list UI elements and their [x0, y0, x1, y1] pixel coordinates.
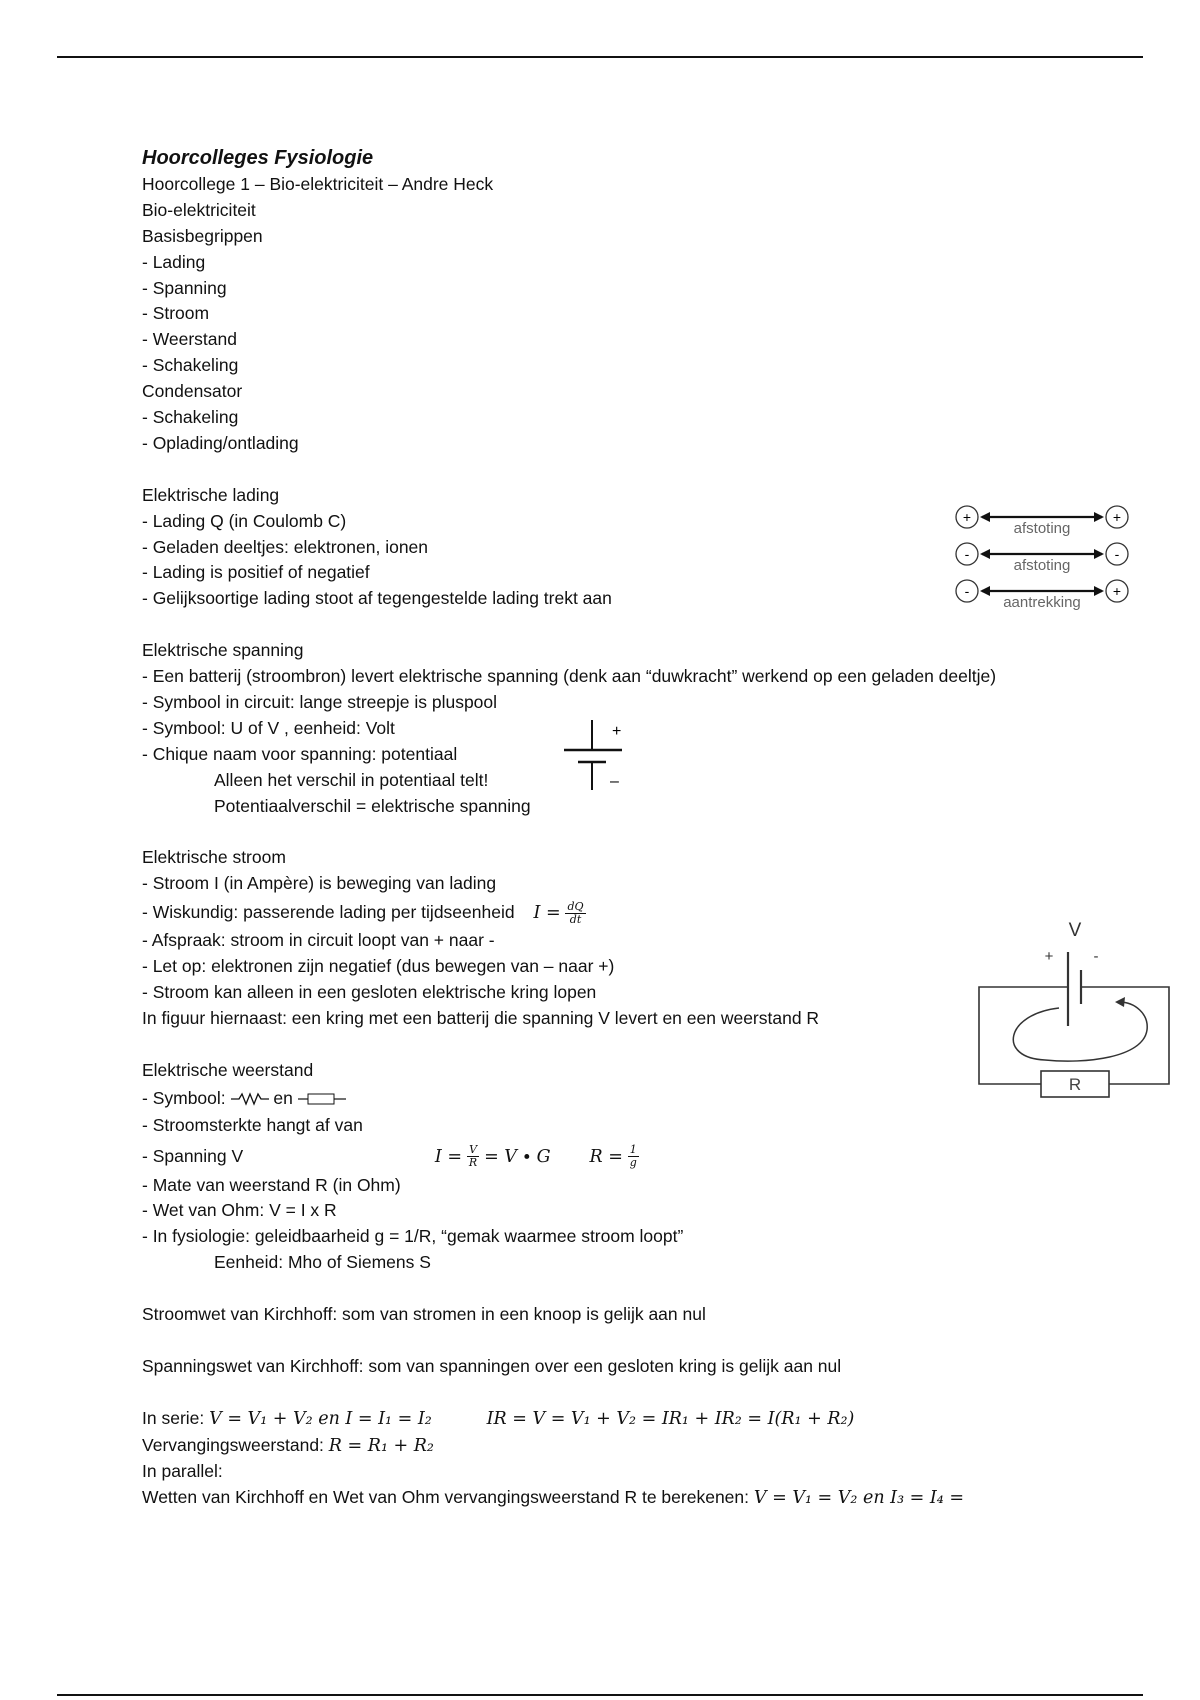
list-item: - Let op: elektronen zijn negatief (dus bewegen van – naar +) — [142, 956, 615, 977]
list-item: In figuur hiernaast: een kring met een batterij die spanning V levert en een weerstand R — [142, 1007, 820, 1028]
charge-row — [956, 506, 1128, 537]
kirchhoff-voltage-law: Spanningswet van Kirchhoff: som van spanningen over een gesloten kring is gelijk aan nul — [142, 1355, 842, 1376]
list-item: - Weerstand — [142, 329, 237, 350]
topic-heading: Bio-elektriciteit — [142, 199, 256, 220]
fraction-numerator: 1 — [628, 1144, 639, 1157]
arrow-right-icon — [1094, 586, 1104, 596]
parallel-label: In parallel: — [142, 1461, 223, 1482]
indented-note: Potentiaalverschil = elektrische spanning — [214, 795, 531, 816]
list-item: - Stroomsterkte hangt af van — [142, 1114, 363, 1135]
list-item: - Gelijksoortige lading stoot af tegengestelde lading trekt aan — [142, 588, 612, 609]
circuit-plus-sign: + — [1044, 948, 1054, 965]
charge-sign: - — [964, 546, 970, 562]
series-formula-derivation: IR = V = V₁ + V₂ = IR₁ + IR₂ = I(R₁ + R₂) — [486, 1408, 855, 1429]
circuit-figure — [975, 918, 1185, 1098]
series-line — [142, 1406, 1062, 1433]
circuit-voltage-label: V — [1068, 920, 1082, 941]
list-item: - Schakeling — [142, 407, 239, 428]
list-item-with-formula — [142, 897, 1062, 928]
list-item: - Symbool: U of V , eenheid: Volt — [142, 717, 395, 738]
charge-interaction-figure — [950, 500, 1140, 612]
footer-rule — [57, 1694, 1143, 1696]
zigzag-resistor-icon — [231, 1092, 269, 1106]
conductance-formula-lhs: R = — [589, 1146, 623, 1167]
replacement-formula: R = R₁ + R₂ — [328, 1435, 434, 1456]
list-item: - Schakeling — [142, 355, 239, 376]
replacement-label: Vervangingsweerstand: — [142, 1434, 324, 1455]
circuit-resistor-label: R — [1068, 1075, 1082, 1094]
arrow-left-icon — [980, 586, 990, 596]
symbol-conjunction: en — [273, 1087, 293, 1108]
arrow-head-icon — [1115, 997, 1125, 1007]
interaction-label: aantrekking — [1003, 594, 1081, 611]
conductance-formula-fraction — [628, 1144, 639, 1169]
arrow-left-icon — [980, 512, 990, 522]
series-label: In serie: — [142, 1407, 205, 1428]
indented-note: Eenheid: Mho of Siemens S — [214, 1252, 431, 1273]
list-item: - Geladen deeltjes: elektronen, ionen — [142, 536, 429, 557]
header-rule — [57, 56, 1143, 58]
fraction-numerator: dQ — [567, 900, 584, 914]
arrow-right-icon — [1094, 512, 1104, 522]
current-heading: Elektrische stroom — [142, 847, 286, 868]
interaction-label: afstoting — [1013, 557, 1071, 574]
document-body — [142, 146, 1062, 1512]
charge-sign: + — [1112, 583, 1122, 599]
fraction-numerator: V — [467, 1144, 479, 1157]
list-item: - Stroom — [142, 303, 210, 324]
charge-sign: - — [964, 583, 970, 599]
battery-plus-sign: + — [612, 723, 622, 740]
kirchhoff-current-law: Stroomwet van Kirchhoff: som van stromen in een knoop is gelijk aan nul — [142, 1304, 706, 1325]
arrow-left-icon — [980, 549, 990, 559]
basics-heading: Basisbegrippen — [142, 225, 263, 246]
current-loop-arrow — [1013, 1002, 1147, 1061]
fraction-denominator: dt — [569, 913, 582, 927]
list-item: - Stroom I (in Ampère) is beweging van lading — [142, 873, 497, 894]
charge-row — [956, 543, 1128, 574]
list-item: - Wet van Ohm: V = I x R — [142, 1200, 337, 1221]
charge-heading: Elektrische lading — [142, 484, 280, 505]
lecture-subtitle: Hoorcollege 1 – Bio-elektriciteit – Andre Heck — [142, 173, 494, 194]
current-formula-fraction — [565, 901, 585, 926]
list-item: - Oplading/ontlading — [142, 432, 299, 453]
resistance-heading: Elektrische weerstand — [142, 1059, 314, 1080]
list-item-text: - Wiskundig: passerende lading per tijdseenheid — [142, 902, 515, 923]
fraction-denominator: g — [629, 1156, 637, 1170]
list-item-text: - Spanning V — [142, 1145, 244, 1166]
list-item: - Symbool in circuit: lange streepje is pluspool — [142, 692, 498, 712]
indented-note: Alleen het verschil in potentiaal telt! — [214, 769, 489, 790]
document-title: Hoorcolleges Fysiologie — [142, 147, 374, 169]
list-item: - Een batterij (stroombron) levert elektrische spanning (denk aan “duwkracht” werkend op een geladen deeltje) — [142, 666, 997, 687]
arrow-right-icon — [1094, 549, 1104, 559]
charge-sign: + — [1112, 509, 1122, 525]
list-item: - Spanning — [142, 277, 227, 298]
charge-sign: - — [1114, 546, 1120, 562]
list-item: - Mate van weerstand R (in Ohm) — [142, 1174, 401, 1195]
box-resistor-icon — [298, 1092, 346, 1106]
battery-symbol-figure — [560, 718, 630, 790]
voltage-heading: Elektrische spanning — [142, 640, 304, 661]
resistance-symbol-line — [142, 1084, 1062, 1113]
replacement-line — [142, 1433, 1062, 1460]
charge-row — [956, 580, 1128, 611]
ohm-formula-lhs: I = — [434, 1146, 463, 1167]
list-item: - Stroom kan alleen in een gesloten elektrische kring lopen — [142, 982, 597, 1003]
list-item: - Afspraak: stroom in circuit loopt van + naar - — [142, 930, 495, 951]
series-formula: V = V₁ + V₂ en I = I₁ = I₂ — [209, 1408, 432, 1429]
charge-sign: + — [962, 509, 972, 525]
list-item-text: - Symbool: — [142, 1087, 226, 1108]
ohm-formula-mid: = V ∙ G — [484, 1146, 551, 1167]
list-item-with-formula — [142, 1139, 1062, 1173]
parallel-formula: V = V₁ = V₂ en I₃ = I₄ = — [753, 1488, 965, 1509]
parallel-line — [142, 1485, 1062, 1512]
list-item: - Lading is positief of negatief — [142, 562, 370, 583]
condensator-heading: Condensator — [142, 381, 243, 402]
current-formula-lhs: I = — [533, 903, 561, 924]
interaction-label: afstoting — [1013, 520, 1071, 537]
circuit-minus-sign: - — [1093, 948, 1099, 965]
battery-minus-sign: – — [610, 773, 619, 790]
list-item: - Lading Q (in Coulomb C) — [142, 510, 347, 531]
list-item: - Lading — [142, 251, 206, 272]
parallel-text: Wetten van Kirchhoff en Wet van Ohm vervangingsweerstand R te berekenen: — [142, 1487, 750, 1508]
ohm-formula-fraction — [467, 1144, 479, 1169]
fraction-denominator: R — [468, 1156, 478, 1170]
list-item: - In fysiologie: geleidbaarheid g = 1/R, “gemak waarmee stroom loopt” — [142, 1226, 684, 1247]
list-item: - Chique naam voor spanning: potentiaal — [142, 743, 458, 764]
